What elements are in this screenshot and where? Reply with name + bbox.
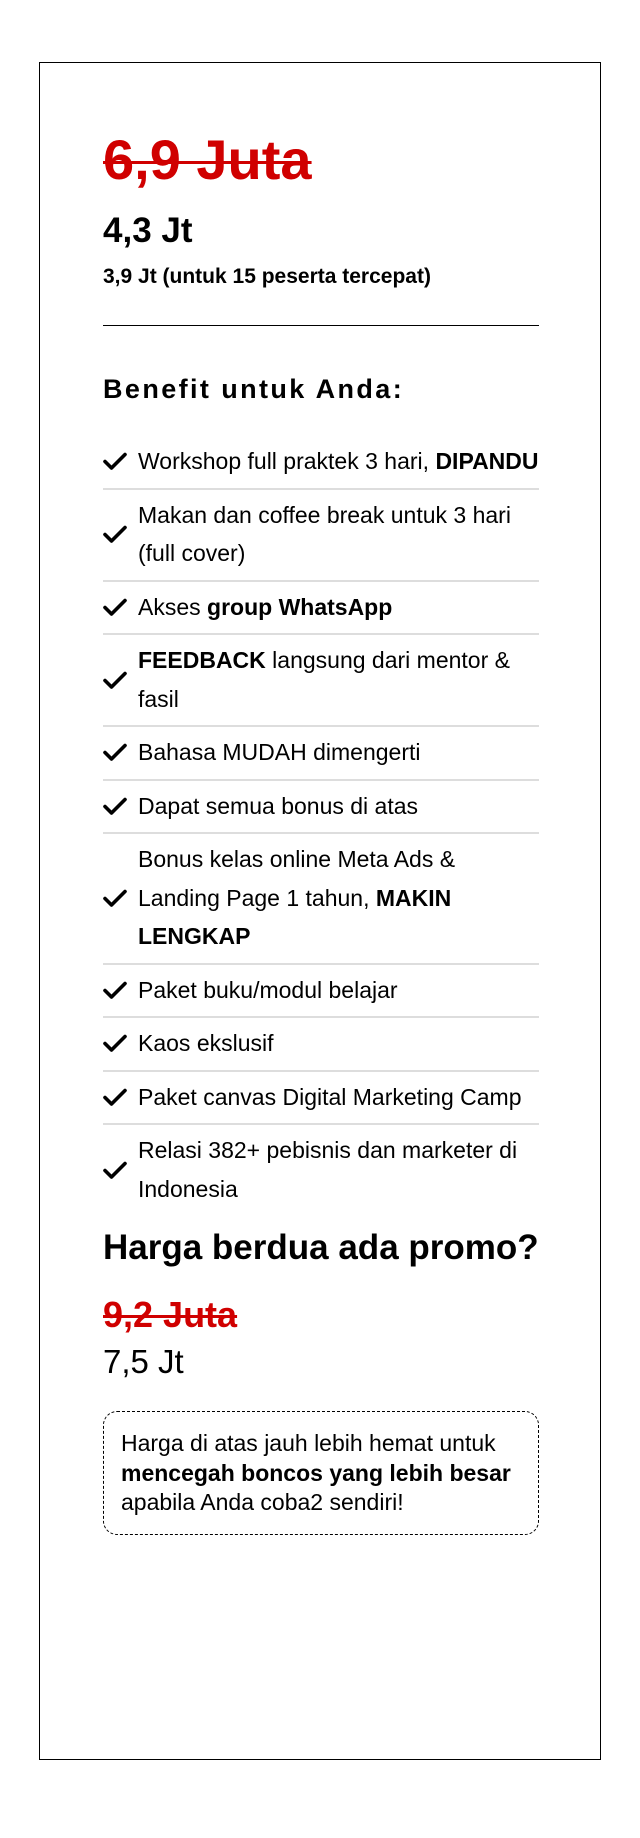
benefit-text-part: Bahasa MUDAH dimengerti (138, 739, 421, 765)
duo-current-price: 7,5 Jt (103, 1343, 184, 1380)
benefit-text (138, 1024, 539, 1063)
check-icon (103, 1158, 138, 1182)
benefit-heading: Benefit untuk Anda: (103, 374, 405, 404)
benefit-item (103, 1125, 539, 1215)
benefit-text-part: langsung dari mentor & fasil (138, 647, 510, 712)
check-icon (103, 522, 138, 546)
benefit-item (103, 965, 539, 1019)
benefit-item (103, 490, 539, 582)
savings-note-text-end: apabila Anda coba2 sendiri! (121, 1489, 404, 1515)
benefit-item (103, 781, 539, 835)
benefit-item (103, 436, 539, 490)
benefit-text-part: Relasi 382+ pebisnis dan marketer di Indonesia (138, 1137, 518, 1202)
check-icon (103, 1085, 138, 1109)
check-icon (103, 668, 138, 692)
pricing-card-content (103, 127, 539, 1535)
benefit-item (103, 727, 539, 781)
check-icon (103, 978, 138, 1002)
benefit-text-part: Makan dan coffee break untuk 3 hari (full cover) (138, 501, 511, 566)
benefit-item (103, 1072, 539, 1126)
benefit-text (138, 496, 539, 573)
duo-promo-heading: Harga berdua ada promo? (103, 1228, 539, 1267)
benefit-text (138, 442, 539, 481)
early-bird-note: 3,9 Jt (untuk 15 peserta tercepat) (103, 265, 431, 288)
benefit-text (138, 588, 539, 627)
check-icon (103, 740, 138, 764)
benefit-text (138, 641, 539, 718)
original-price: 6,9 Juta (103, 128, 312, 191)
savings-note-text: Harga di atas jauh lebih hemat untuk (121, 1430, 496, 1456)
benefit-text-part: Bonus kelas online Meta Ads & Landing Page 1 tahun, (138, 846, 456, 911)
benefit-list (103, 436, 539, 1215)
section-divider (103, 325, 539, 326)
check-icon (103, 595, 138, 619)
benefit-text (138, 840, 539, 956)
current-price: 4,3 Jt (103, 211, 193, 250)
check-icon (103, 449, 138, 473)
benefit-text-part: Dapat semua bonus di atas (138, 792, 419, 819)
benefit-item (103, 1018, 539, 1072)
benefit-text-part: Paket canvas Digital Marketing Camp (138, 1083, 522, 1110)
benefit-text-bold: group WhatsApp (207, 593, 393, 620)
benefit-item (103, 635, 539, 727)
benefit-text-bold: DIPANDU (435, 448, 539, 474)
benefit-item (103, 834, 539, 965)
benefit-text (138, 1131, 539, 1208)
benefit-text (138, 971, 539, 1010)
savings-note-box (103, 1411, 539, 1535)
benefit-item (103, 582, 539, 636)
benefit-text (138, 733, 539, 772)
savings-note-emphasis: mencegah boncos yang lebih besar (121, 1459, 511, 1486)
benefit-text-bold: MAKIN LENGKAP (138, 884, 452, 949)
pricing-card (39, 62, 601, 1760)
benefit-text-part: Akses (138, 593, 208, 620)
benefit-text (138, 787, 539, 826)
duo-original-price: 9,2 Juta (103, 1294, 238, 1335)
benefit-text (138, 1078, 539, 1117)
benefit-text-part: Paket buku/modul belajar (138, 976, 398, 1003)
check-icon (103, 794, 138, 818)
check-icon (103, 886, 138, 910)
check-icon (103, 1031, 138, 1055)
benefit-text-part: Workshop full praktek 3 hari, (138, 448, 436, 474)
benefit-text-bold: FEEDBACK (138, 647, 266, 673)
benefit-text-part: Kaos ekslusif (138, 1030, 274, 1056)
